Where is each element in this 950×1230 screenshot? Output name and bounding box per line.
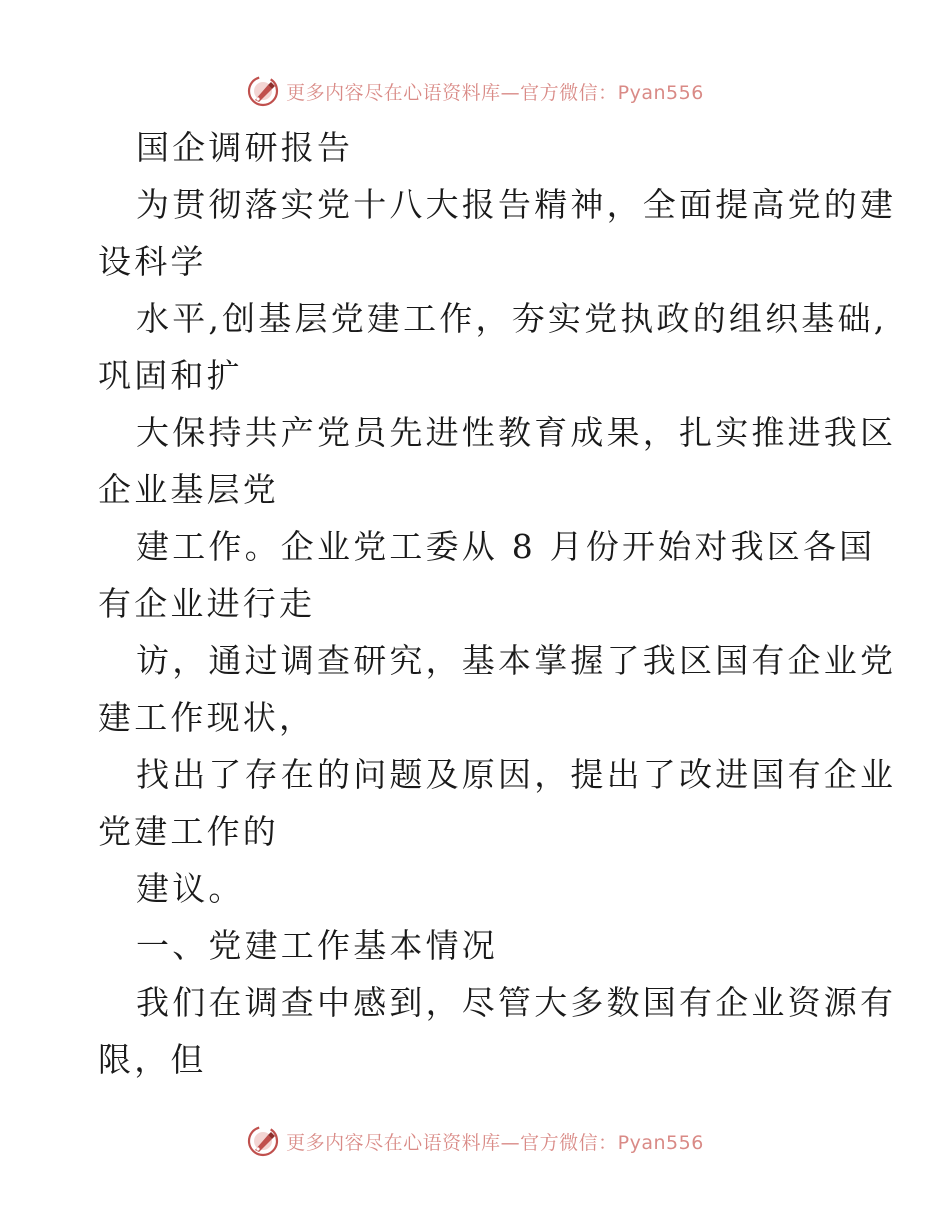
section-heading: 一、党建工作基本情况 <box>136 926 498 965</box>
banner-text: 更多内容尽在心语资料库—官方微信：Pyan556 <box>286 1131 704 1154</box>
text-line: 有企业进行走 <box>98 584 316 623</box>
text-line: 限，但 <box>98 1040 207 1079</box>
banner-text: 更多内容尽在心语资料库—官方微信：Pyan556 <box>286 81 704 104</box>
pen-logo-icon <box>246 1124 280 1158</box>
header-banner <box>0 71 950 111</box>
text-line: 找出了存在的问题及原因，提出了改进国有企业 <box>136 755 897 794</box>
text-line: 访，通过调查研究，基本掌握了我区国有企业党 <box>136 641 897 680</box>
text-line: 党建工作的 <box>98 812 279 851</box>
text-line: 企业基层党 <box>98 470 279 509</box>
document-body <box>98 119 897 1088</box>
text-line: 大保持共产党员先进性教育成果，扎实推进我区 <box>136 413 897 452</box>
text-line: 建工作。企业党工委从 8 月份开始对我区各国 <box>136 527 876 566</box>
document-title: 国企调研报告 <box>136 128 354 167</box>
text-line: 我们在调查中感到，尽管大多数国有企业资源有 <box>136 983 897 1022</box>
text-line: 水平,创基层党建工作，夯实党执政的组织基础, <box>136 299 888 338</box>
text-line: 建工作现状， <box>98 698 316 737</box>
text-line: 为贯彻落实党十八大报告精神，全面提高党的建 <box>136 185 897 224</box>
text-line: 设科学 <box>98 242 207 281</box>
footer-banner <box>0 1121 950 1161</box>
text-line: 建议。 <box>136 869 245 908</box>
pen-logo-icon <box>246 74 280 108</box>
text-line: 巩固和扩 <box>98 356 243 395</box>
